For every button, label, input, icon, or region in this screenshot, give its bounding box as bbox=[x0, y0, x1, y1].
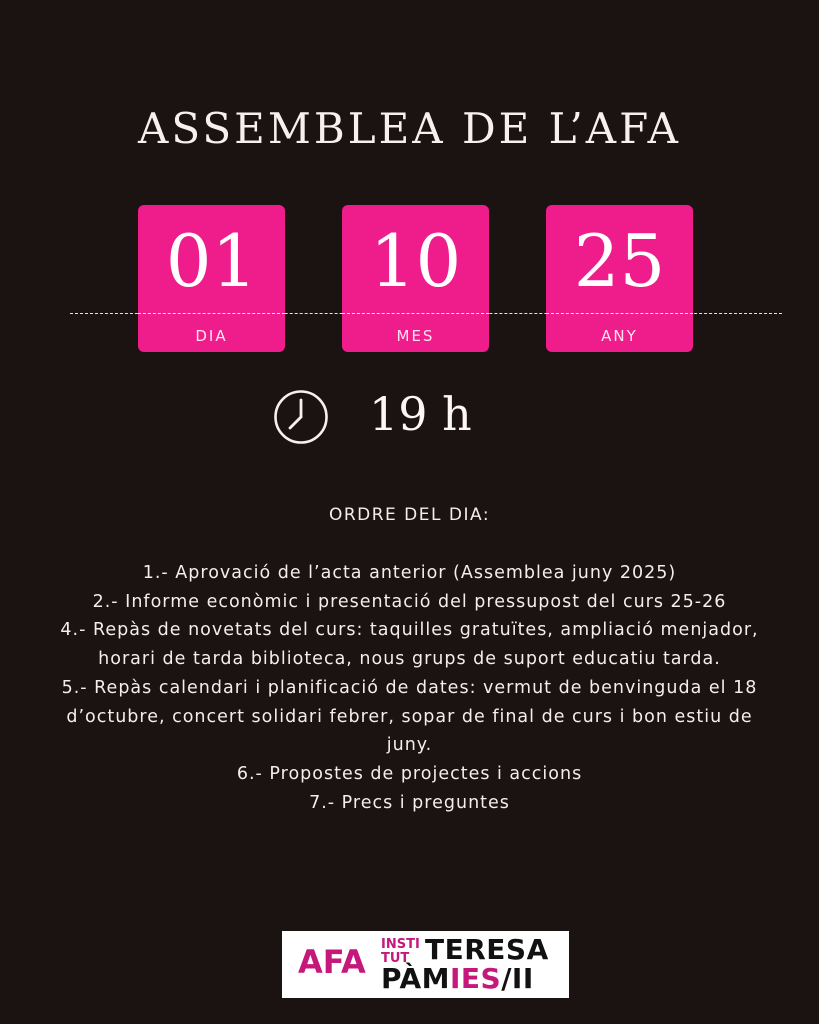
agenda-item: 7.- Precs i preguntes bbox=[309, 792, 510, 813]
logo-teresa-text: TERESA bbox=[425, 933, 549, 966]
year-label: ANY bbox=[601, 327, 638, 345]
day-value: 01 bbox=[165, 219, 258, 303]
afa-institut-logo bbox=[282, 931, 569, 998]
date-countdown bbox=[0, 205, 819, 353]
logo-slash-part: /II bbox=[501, 962, 534, 995]
logo-tut-line: TUT bbox=[381, 951, 410, 966]
day-label: DIA bbox=[195, 327, 228, 345]
agenda-item: 2.- Informe econòmic i presentació del pressupost del curs 25-26 bbox=[92, 591, 727, 612]
logo-pamies-text bbox=[381, 962, 534, 995]
month-label: MES bbox=[396, 327, 435, 345]
agenda-item: 1.- Aprovació de l’acta anterior (Assemblea juny 2025) bbox=[142, 563, 677, 583]
year-card bbox=[546, 205, 693, 352]
agenda-item: 5.- Repàs calendari i planificació de dates: vermut de benvinguda el 18 d’octubre, concert solidari febrer, sopar de final de curs i bon estiu de juny. bbox=[61, 677, 758, 756]
logo-insti-line: INSTI bbox=[381, 937, 420, 952]
agenda-item: 4.- Repàs de novetats del curs: taquilles gratuïtes, ampliació menjador, horari de tarda biblioteca, nous grups de suport educatiu tarda. bbox=[60, 620, 759, 670]
agenda-item: 6.- Propostes de projectes i accions bbox=[236, 763, 583, 784]
meeting-time: 19 h bbox=[369, 387, 472, 441]
month-card bbox=[342, 205, 489, 352]
day-card-divider bbox=[138, 313, 285, 314]
logo-pam-part: PÀM bbox=[381, 962, 450, 995]
year-card-divider bbox=[546, 313, 693, 314]
logo-afa-text: AFA bbox=[298, 943, 366, 981]
page-title: ASSEMBLEA DE L’AFA bbox=[138, 104, 681, 153]
month-card-divider bbox=[342, 313, 489, 314]
year-value: 25 bbox=[573, 219, 666, 303]
month-value: 10 bbox=[369, 219, 462, 303]
day-card bbox=[138, 205, 285, 352]
agenda-list bbox=[48, 559, 771, 817]
logo-ies-part: IES bbox=[449, 962, 502, 995]
agenda-heading: ORDRE DEL DIA: bbox=[328, 505, 491, 525]
clock-icon bbox=[273, 389, 329, 445]
